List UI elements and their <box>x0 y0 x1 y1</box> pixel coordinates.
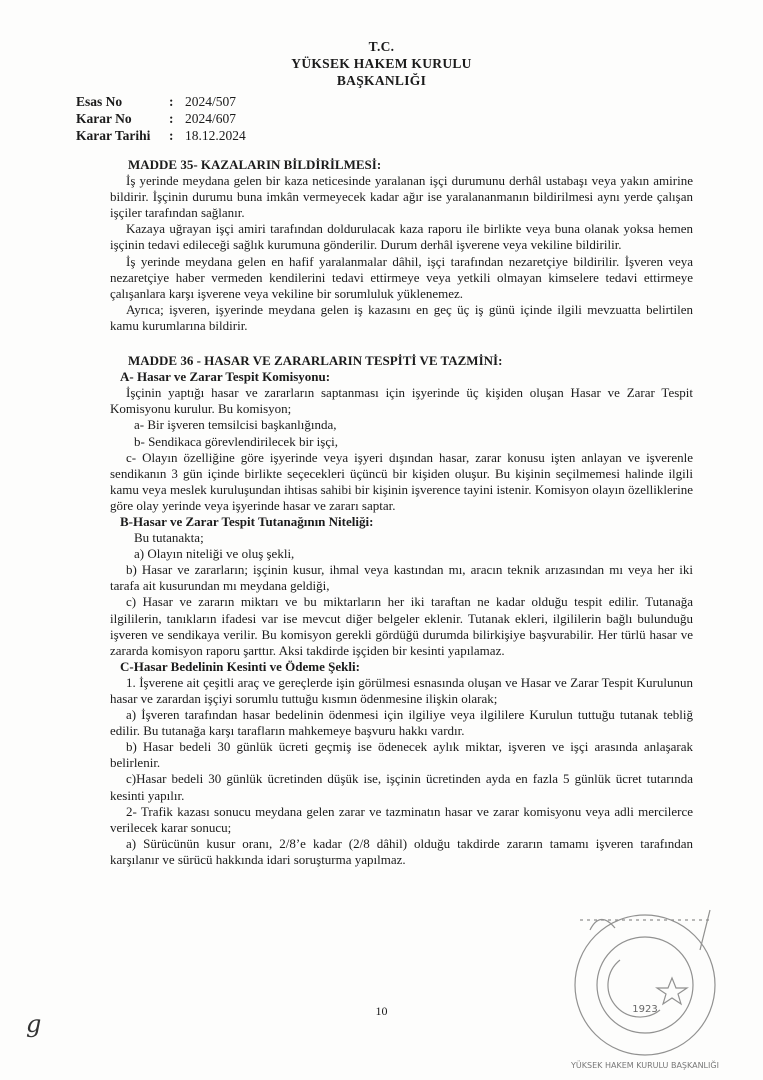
section-gap <box>110 334 693 353</box>
meta-row-karar <box>76 110 246 127</box>
section-c-title: C-Hasar Bedelinin Kesinti ve Ödeme Şekli: <box>120 658 360 674</box>
document-header <box>0 38 763 89</box>
meta-colon: : <box>169 111 174 126</box>
meta-colon: : <box>169 94 174 109</box>
seal-text: YÜKSEK HAKEM KURULU BAŞKANLIĞI <box>571 1061 719 1070</box>
article-35-paragraph: İş yerinde meydana gelen en hafif yaralanmalar dâhil, işçi tarafından nezaretçiye bildirilir. İşveren veya nezaretçiye haber vermeden kendilerini tedavi ettirmeye veya yetkili olmayan kimselere tedavi ettirmeye çalışanlara karşı işverene veya vekiline bir sorumluluk yüklenemez. <box>110 253 693 301</box>
page-number: 10 <box>375 1004 388 1018</box>
article-35-paragraph: Ayrıca; işveren, işyerinde meydana gelen iş kazasını en geç üç iş günü içinde ilgili mevzuatta belirtilen kamu kurumlarına bildirir. <box>110 301 693 333</box>
header-line-tc: T.C. <box>368 39 395 54</box>
section-b-paragraph: b) Hasar ve zararların; işçinin kusur, ihmal veya kastından mı, aracın teknik arızasından mı veya her iki tarafa ait kusurundan mı meydana geldiği, <box>110 562 693 594</box>
section-b-title: B-Hasar ve Zarar Tespit Tutanağının Niteliği: <box>120 513 374 529</box>
article-35-paragraph: Kazaya uğrayan işçi amiri tarafından doldurulacak kaza raporu ile birlikte veya buna olanak yoksa hemen işçinin tedavi edileceği sağlık kurumuna gönderilir. Durum derhâl işverene veya vekiline bildirilir. <box>110 221 693 253</box>
section-c-paragraph: a) İşveren tarafından hasar bedelinin ödenmesi için ilgiliye veya ilgililere Kurulun tuttuğu tutanak tebliğ edilir. Bu tutanağa karşı tarafların mahkemeye başvuru hakkı vardır. <box>110 707 693 739</box>
article-35-paragraph: İş yerinde meydana gelen bir kaza neticesinde yaralanan işçi durumunu derhâl ustabaşı veya yakın amirine bildirir. İşçinin durumu buna imkân vermeyecek kadar ağır ise yaralananmanın bildirilmesi aynı yerde çalışan işçiler tarafından sağlanır. <box>110 173 693 221</box>
meta-label: Karar No <box>76 111 132 126</box>
meta-label: Esas No <box>76 94 123 109</box>
official-seal-stamp <box>560 890 730 1080</box>
meta-value: 18.12.2024 <box>185 128 246 143</box>
section-b-paragraph: Bu tutanakta; <box>134 530 204 546</box>
meta-label: Karar Tarihi <box>76 128 151 143</box>
section-c-paragraph: 2- Trafik kazası sonucu meydana gelen zarar ve tazminatın hasar ve zarar komisyonu veya adli mercilerce verilecek karar sonucu; <box>110 803 693 835</box>
section-b-paragraph: c) Hasar ve zararın miktarı ve bu miktarların her iki taraftan ne kadar olduğu tespit edilir. Tutanağa ilgililerin, tanıkların ifadesi var ise mevcut diğer belgeler eklenir. Tutanak ekleri, ilgililerin bağlı bulunduğu işveren ve sendikaya verilir. Bu komisyon gerekli gördüğü durumda bilirkişiye başvurabilir. Her türlü hasar ve zararda komisyon raporu şarttır. Aksi takdirde işçiden bir kesinti yapılamaz. <box>110 594 693 658</box>
section-c-paragraph: 1. İşverene ait çeşitli araç ve gereçlerde işin görülmesi esnasında oluşan ve Hasar ve Zarar Tespit Kurulunun hasar ve zarardan işçiyi sorumlu tuttuğu kısmın ödenmesine ilişkin olarak; <box>110 674 693 706</box>
section-a-item: b- Sendikaca görevlendirilecek bir işçi, <box>134 433 338 449</box>
section-c-paragraph: c)Hasar bedeli 30 günlük ücretinden düşük ise, işçinin ücretinden ayda en fazla 5 günlük ücret tutarında kesinti yapılır. <box>110 771 693 803</box>
document-body <box>110 157 693 868</box>
meta-row-esas <box>76 93 246 110</box>
header-line-presidency: BAŞKANLIĞI <box>336 73 427 88</box>
meta-colon: : <box>169 128 174 143</box>
meta-value: 2024/507 <box>185 94 237 109</box>
section-c-paragraph: a) Sürücünün kusur oranı, 2/8’e kadar (2/8 dâhil) olduğu takdirde zararın tamamı işveren tarafından karşılanır ve sürücü hakkında idari soruşturma yapılmaz. <box>110 835 693 867</box>
section-a-paragraph: c- Olayın özelliğine göre işyerinde veya işyeri dışından hasar, zarar konusu işten anlayan ve işverenle sendikanın 3 gün içinde birlikte seçecekleri üçüncü bir kişiden oluşur. Bu kişinin seçilmemesi halinde ilgili kamu veya meslek kuruluşundan ihtisas sahibi bir kişinin işverence tayini istenir. Komisyon olayın özelliklerine göre olay yerinde veya işyerinde hasar ve zararı saptar. <box>110 449 693 513</box>
section-a-paragraph: İşçinin yaptığı hasar ve zararların saptanması için işyerinde üç kişiden oluşan Hasar ve Zarar Tespit Komisyonu kurulur. Bu komisyon; <box>110 385 693 417</box>
meta-value: 2024/607 <box>185 111 237 126</box>
article-35-title: MADDE 35- KAZALARIN BİLDİRİLMESİ: <box>128 157 382 172</box>
article-36-title: MADDE 36 - HASAR VE ZARARLARIN TESPİTİ VE TAZMİNİ: <box>128 353 503 369</box>
section-a-item: a- Bir işveren temsilcisi başkanlığında, <box>134 417 337 433</box>
seal-year: 1923 <box>632 1004 658 1015</box>
section-c-paragraph: b) Hasar bedeli 30 günlük ücreti geçmiş ise ödenecek aylık miktar, işveren ve işçi arasında anlaşarak belirlenir. <box>110 739 693 771</box>
header-line-institution: YÜKSEK HAKEM KURULU <box>291 56 472 71</box>
handwritten-initial: g <box>26 1010 42 1038</box>
case-metadata <box>76 93 246 144</box>
meta-row-tarih <box>76 127 246 144</box>
section-b-item: a) Olayın niteliği ve oluş şekli, <box>134 546 295 562</box>
section-a-title: A- Hasar ve Zarar Tespit Komisyonu: <box>120 369 331 385</box>
